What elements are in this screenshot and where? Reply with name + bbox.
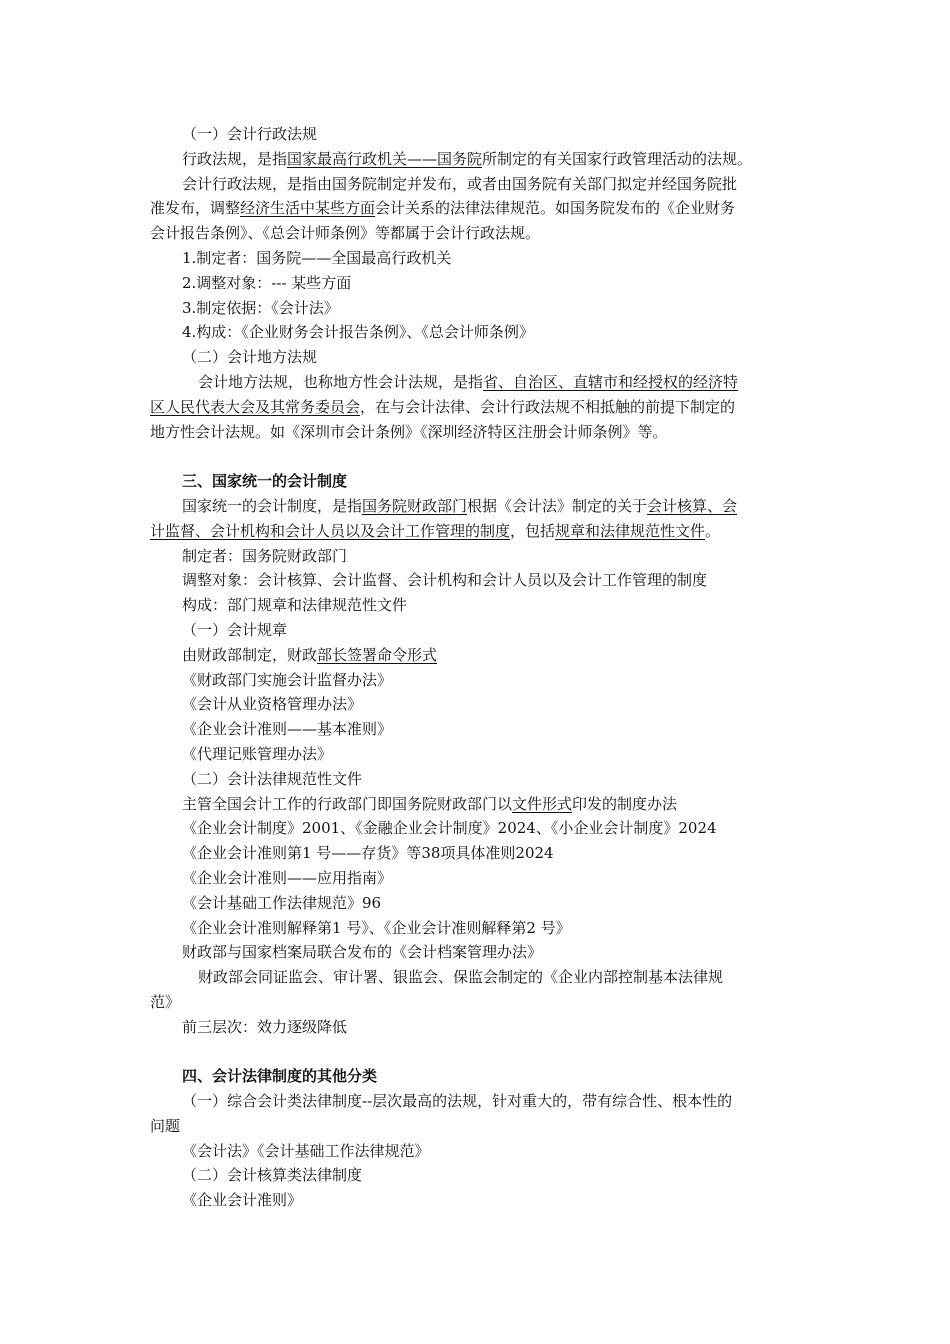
paragraph-national-line1: 国家统一的会计制度，是指国务院财政部门根据《会计法》制定的关于会计核算、会	[182, 496, 738, 515]
paragraph-local-line3: 地方性会计法规。如《深圳市会计条例》《深圳经济特区注册会计师条例》等。	[150, 422, 668, 441]
list-item: 《企业会计准则——基本准则》	[182, 720, 393, 739]
spacer	[150, 1039, 810, 1064]
list-item: 《代理记账管理办法》	[182, 744, 333, 763]
category-comprehensive-line1: （一）综合会计类法律制度--层次最高的法规，针对重大的，带有综合性、根本性的	[182, 1092, 733, 1111]
category-comprehensive-line2: 问题	[150, 1116, 181, 1135]
list-item: 《企业会计制度》2001、《金融企业会计制度》2024、《小企业会计制度》2024	[182, 819, 717, 838]
category-accounting-items: 《企业会计准则》	[182, 1191, 303, 1210]
document-body	[150, 122, 810, 1213]
list-item: 《企业会计准则第1 号——存货》等38项具体准则2024	[182, 844, 554, 863]
subheading-normative-documents: （二）会计法律规范性文件	[182, 769, 363, 788]
paragraph-admin-definition: 行政法规，是指国家最高行政机关——国务院所制定的有关国家行政管理活动的法规。	[182, 149, 753, 168]
list-item: 《企业会计准则解释第1 号》、《企业会计准则解释第2 号》	[182, 918, 571, 937]
paragraph-local-line1: 会计地方法规，也称地方性会计法规，是指省、自治区、直辖市和经授权的经济特	[198, 372, 739, 391]
paragraph-local-line2: 区人民代表大会及其常务委员会，在与会计法律、会计行政法规不相抵触的前提下制定的	[150, 397, 736, 416]
national-maker: 制定者：国务院财政部门	[182, 546, 348, 565]
section-title-other-classification: 四、会计法律制度的其他分类	[182, 1067, 378, 1086]
list-item: 3.制定依据：《会计法》	[182, 298, 339, 317]
section-title-national-system: 三、国家统一的会计制度	[182, 472, 348, 491]
subheading-admin-regulations: （一）会计行政法规	[182, 125, 318, 143]
list-item: 1.制定者：国务院——全国最高行政机关	[182, 248, 452, 267]
list-item: 2.调整对象：--- 某些方面	[182, 273, 352, 292]
spacer	[150, 444, 810, 469]
category-comprehensive-items: 《会计法》《会计基础工作法律规范》	[182, 1141, 430, 1160]
list-item: 4.构成：《企业财务会计报告条例》、《总会计师条例》	[182, 323, 534, 342]
paragraph-accounting-admin-line3: 会计报告条例》、《总会计师条例》等都属于会计行政法规。	[150, 224, 541, 243]
joint-regulation-line2: 范》	[150, 992, 181, 1011]
paragraph-accounting-admin-line1: 会计行政法规，是指由国务院制定并发布，或者由国务院有关部门拟定并经国务院批	[182, 174, 738, 193]
list-item: 《财政部门实施会计监督办法》	[182, 670, 393, 689]
national-composition: 构成：部门规章和法律规范性文件	[182, 596, 408, 615]
rules-intro: 由财政部制定，财政部长签署命令形式	[182, 645, 438, 664]
paragraph-accounting-admin-line2: 准发布，调整经济生活中某些方面会计关系的法律法律规范。如国务院发布的《企业财务	[150, 199, 736, 218]
summary-line: 前三层次：效力逐级降低	[182, 1017, 348, 1036]
paragraph-national-line2: 计监督、会计机构和会计人员以及会计工作管理的制度，包括规章和法律规范性文件。	[150, 521, 721, 540]
list-item: 财政部与国家档案局联合发布的《会计档案管理办法》	[182, 943, 543, 962]
list-item: 《企业会计准则——应用指南》	[182, 868, 393, 887]
norms-intro: 主管全国会计工作的行政部门即国务院财政部门以文件形式印发的制度办法	[182, 794, 678, 813]
subheading-local-regulations: （二）会计地方法规	[182, 348, 318, 367]
joint-regulation-line1: 财政部会同证监会、审计署、银监会、保监会制定的《企业内部控制基本法律规	[198, 968, 724, 987]
subheading-accounting-rules: （一）会计规章	[182, 620, 288, 639]
list-item: 《会计从业资格管理办法》	[182, 695, 363, 714]
list-item: 《会计基础工作法律规范》96	[182, 893, 382, 912]
national-scope: 调整对象：会计核算、会计监督、会计机构和会计人员以及会计工作管理的制度	[182, 571, 708, 590]
category-accounting-line: （二）会计核算类法律制度	[182, 1166, 363, 1185]
